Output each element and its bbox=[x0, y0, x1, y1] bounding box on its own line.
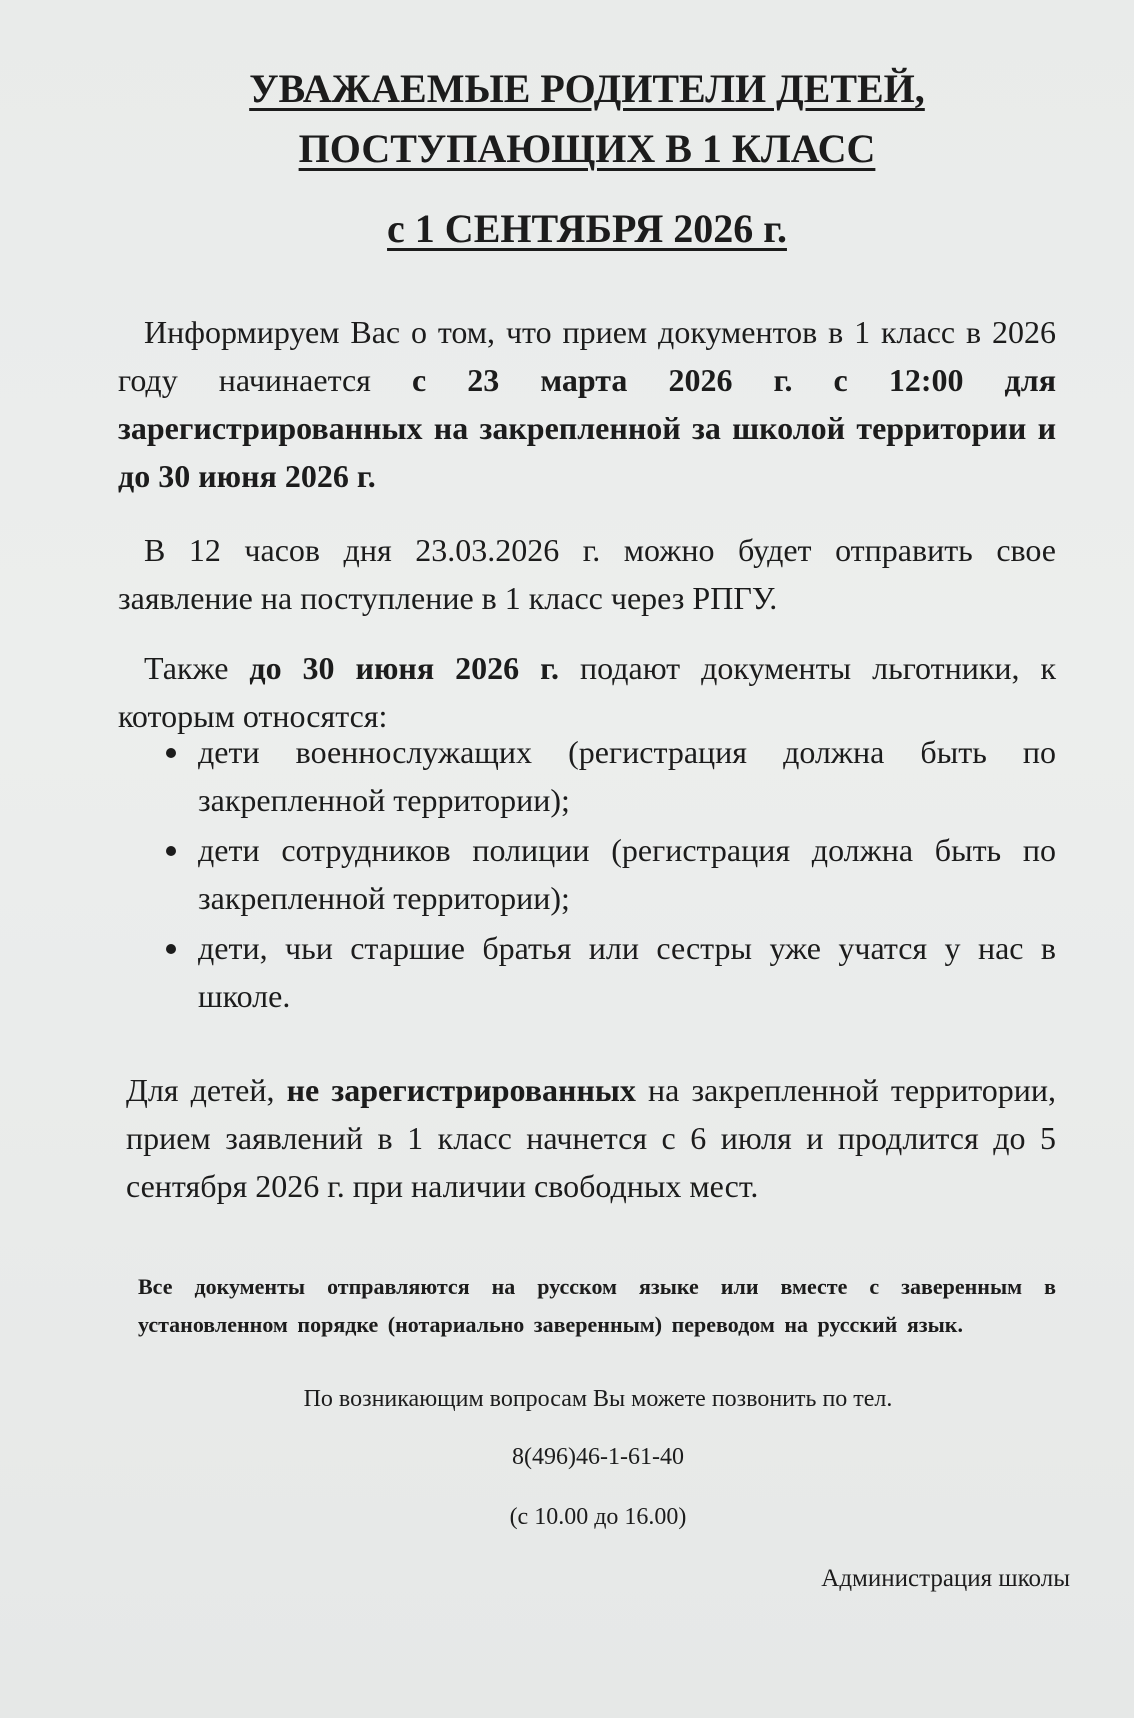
paragraph-benefits-text-2: подают документы льготники, к которым относятся: bbox=[118, 650, 1057, 734]
list-item bbox=[118, 826, 1056, 922]
paragraph-intro-text: Информируем Вас о том, что прием документов в 1 класс в 2026 году начинается bbox=[118, 314, 1056, 398]
contact-hours: (с 10.00 до 16.00) bbox=[509, 1504, 687, 1530]
phone-number: 8(496)46-1-61-40 bbox=[512, 1444, 684, 1470]
paragraph-rpgu: В 12 часов дня 23.03.2026 г. можно будет отправить свое заявление на поступление в 1 класс через РПГУ. bbox=[118, 532, 1056, 616]
title-line-1: УВАЖАЕМЫЕ РОДИТЕЛИ ДЕТЕЙ, bbox=[249, 66, 925, 111]
paragraph-benefits-text-1: Также bbox=[144, 650, 250, 686]
paragraph-unregistered-bold: не зарегистрированных bbox=[286, 1072, 636, 1108]
benefit-list bbox=[118, 728, 1056, 1022]
title-date: с 1 СЕНТЯБРЯ 2026 г. bbox=[387, 206, 787, 251]
signature: Администрация школы bbox=[821, 1565, 1070, 1592]
list-item-text: дети военнослужащих (регистрация должна быть по закрепленной территории); bbox=[198, 734, 1056, 818]
bullet-icon bbox=[166, 846, 176, 856]
paragraph-unregistered bbox=[126, 1066, 1056, 1210]
bullet-icon bbox=[166, 748, 176, 758]
paragraph-intro bbox=[118, 308, 1056, 500]
paragraph-benefits-bold: до 30 июня 2026 г. bbox=[249, 650, 560, 686]
title-line-2: ПОСТУПАЮЩИХ В 1 КЛАСС bbox=[298, 126, 876, 171]
list-item-text: дети, чьи старшие братья или сестры уже учатся у нас в школе. bbox=[198, 930, 1056, 1014]
bullet-icon bbox=[166, 944, 176, 954]
contact-line: По возникающим вопросам Вы можете позвонить по тел. bbox=[303, 1386, 893, 1412]
paragraph-benefits bbox=[118, 644, 1056, 740]
paragraph-unregistered-text-2: на закрепленной территории, прием заявлений в 1 класс начнется с 6 июля и продлится до 5 сентября 2026 г. при наличии свободных мест. bbox=[126, 1072, 1057, 1204]
paragraph-unregistered-text-1: Для детей, bbox=[126, 1072, 287, 1108]
list-item bbox=[118, 924, 1056, 1020]
list-item bbox=[118, 728, 1056, 824]
language-note: Все документы отправляются на русском языке или вместе с заверенным в установленном порядке (нотариально заверенным) переводом на русский язык. bbox=[138, 1274, 1056, 1337]
list-item-text: дети сотрудников полиции (регистрация должна быть по закрепленной территории); bbox=[198, 832, 1056, 916]
paragraph-intro-bold: с 23 марта 2026 г. с 12:00 для зарегистрированных на закрепленной за школой территории и до 30 июня 2026 г. bbox=[118, 362, 1057, 494]
